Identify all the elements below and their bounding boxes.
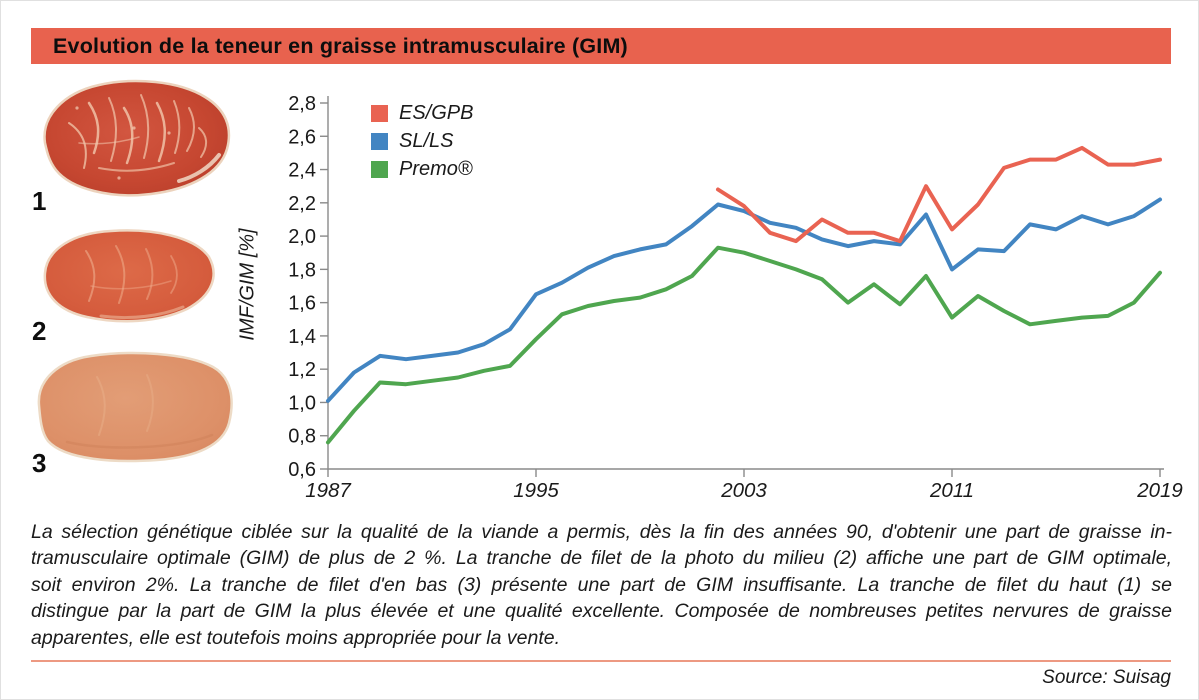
page-title: Evolution de la teneur en graisse intramusculaire (GIM) <box>53 33 628 58</box>
legend-item <box>371 155 473 183</box>
x-tick-label: 1987 <box>305 479 351 502</box>
x-tick-label: 2011 <box>929 479 975 502</box>
y-tick-label: 1,4 <box>288 325 316 348</box>
caption-line: apparentes, elle est toutefois moins appropriée pour la vente. <box>31 626 560 649</box>
caption-line: distingue par la part de GIM la plus élevée et une qualité excellente. Composée de nombreuses petites nervures de graisse <box>31 600 1172 623</box>
meat-photo-2 <box>31 221 229 323</box>
caption <box>31 519 1172 651</box>
y-tick-label: 2,0 <box>288 226 316 249</box>
y-axis-title: IMF/GIM [%] <box>236 228 259 341</box>
caption-line: La sélection génétique ciblée sur la qualité de la viande a permis, dès la fin des années 90, d'obtenir une part de graisse in- <box>31 521 1172 543</box>
legend-label: SL/LS <box>399 129 454 152</box>
meat-photo-1 <box>29 73 237 201</box>
chart-legend <box>371 99 473 183</box>
meat-slice-2 <box>45 230 214 321</box>
series-line-SL/LS <box>328 200 1160 401</box>
photo-label-1: 1 <box>32 186 47 216</box>
x-tick-label: 2019 <box>1137 479 1183 502</box>
x-tick-label: 1995 <box>513 479 559 502</box>
legend-label: Premo® <box>399 157 473 180</box>
y-tick-label: 1,0 <box>288 392 316 415</box>
y-tick-label: 2,8 <box>288 93 316 115</box>
legend-item <box>371 127 473 155</box>
y-tick-label: 1,6 <box>288 292 316 315</box>
caption-line: soit environ 2%. La tranche de filet d'en bas (3) présente une part de GIM insuffisante. La tranche de filet du haut (1) se <box>31 573 1172 596</box>
line-chart <box>236 83 1191 513</box>
legend-item <box>371 99 473 127</box>
y-tick-label: 1,8 <box>288 259 316 282</box>
source-credit: Source: Suisag <box>1042 667 1171 688</box>
source-divider <box>31 660 1171 662</box>
meat-photo-3 <box>27 347 241 463</box>
meat-slice-3 <box>39 353 232 461</box>
y-tick-label: 2,6 <box>288 126 316 149</box>
caption-line: tramusculaire optimale (GIM) de plus de 2 %. La tranche de filet de la photo du milieu (2) affiche une part de GIM optimale, <box>31 547 1172 570</box>
y-tick-label: 2,2 <box>288 192 316 215</box>
y-tick-label: 1,2 <box>288 359 316 382</box>
legend-swatch <box>371 133 388 150</box>
legend-swatch <box>371 105 388 122</box>
photo-label-3: 3 <box>32 448 47 478</box>
legend-swatch <box>371 161 388 178</box>
photo-label-2: 2 <box>32 316 47 346</box>
title-bar <box>31 28 1171 64</box>
series-line-Premo® <box>328 248 1160 443</box>
y-tick-label: 0,8 <box>288 425 316 448</box>
y-tick-label: 0,6 <box>288 459 316 481</box>
y-tick-label: 2,4 <box>288 159 316 182</box>
legend-label: ES/GPB <box>399 101 474 124</box>
x-tick-label: 2003 <box>721 479 767 502</box>
